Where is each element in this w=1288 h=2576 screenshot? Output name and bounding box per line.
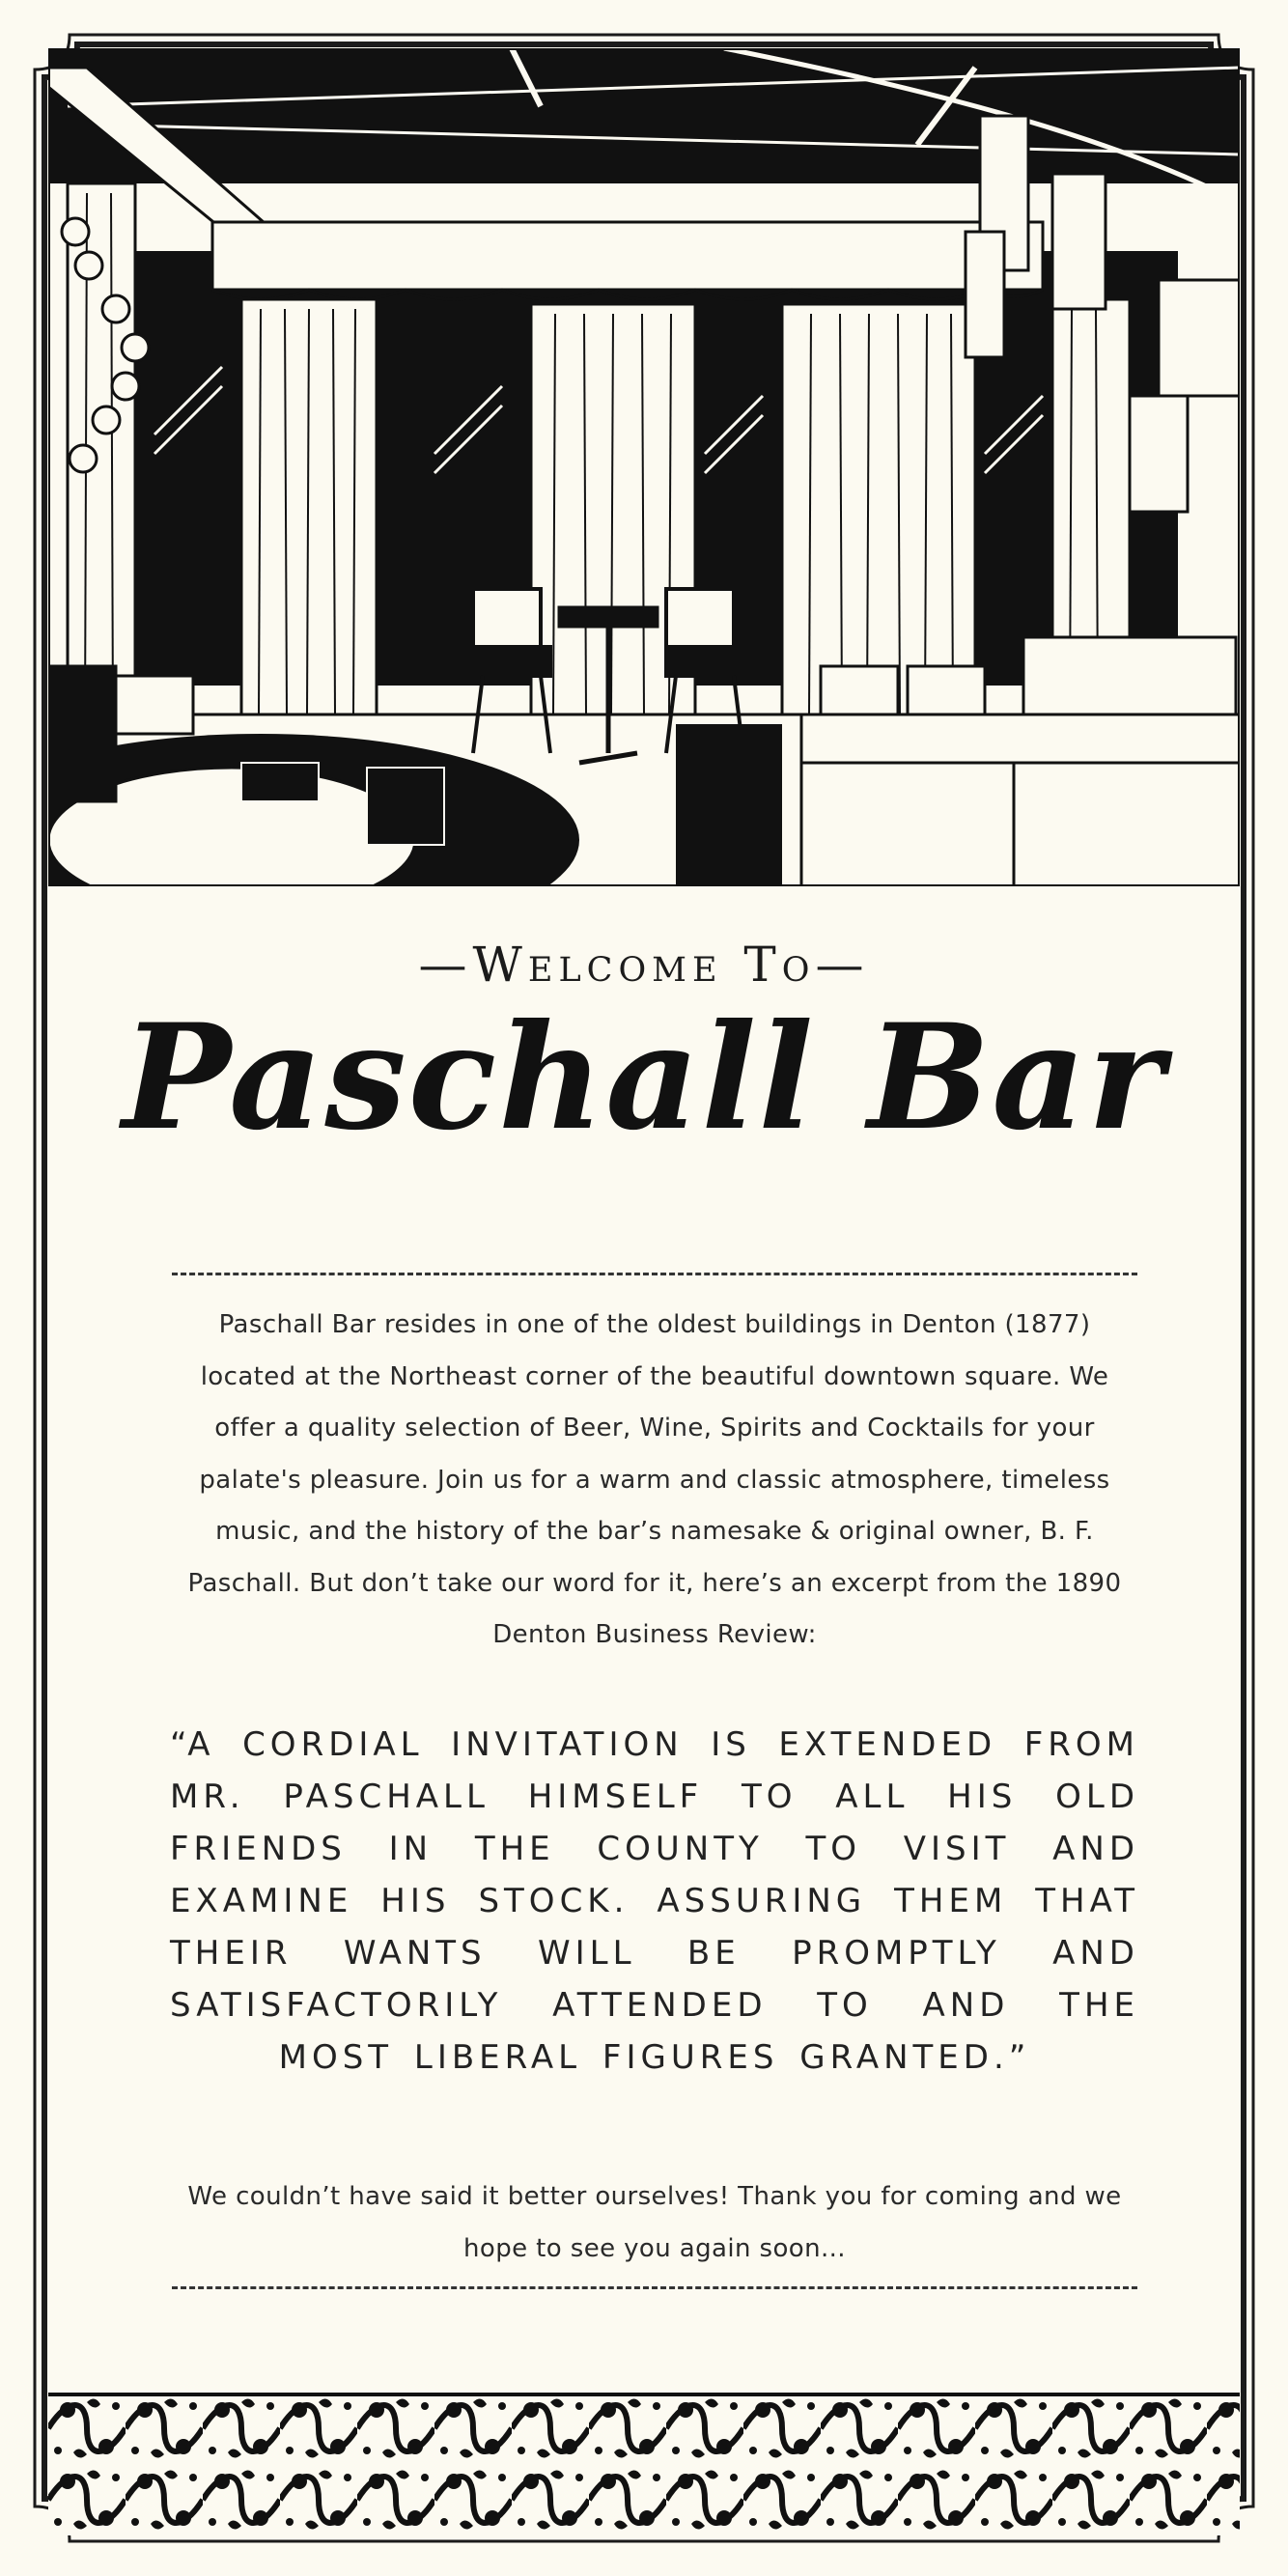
intro-paragraph: Paschall Bar resides in one of the oldest buildings in Denton (1877) located at the Northeast corner of the beautiful downtown square. We offer a quality selection of Beer, Wine, Spirits and Cocktails for your palate's pleasure. Join us for a warm and classic atmosphere, timeless music, and the history of the bar’s namesake & original owner, B. F. Paschall. But don’t take our word for it, here’s an excerpt from the 1890 Denton Business Review: — [187, 1310, 1122, 1649]
bar-interior-illustration — [48, 48, 1240, 886]
ornamental-footer-band — [48, 2393, 1240, 2535]
welcome-content — [46, 886, 1242, 2393]
bar-name-title: Paschall Bar — [122, 993, 1166, 1162]
closing-paragraph: We couldn’t have said it better ourselves! Thank you for coming and we hope to see you again soon... — [187, 2182, 1122, 2263]
historical-quote: “A CORDIAL INVITATION IS EXTENDED FROM MR. PASCHALL HIMSELF TO ALL HIS OLD FRIENDS IN THE COUNTY TO VISIT AND EXAMINE HIS STOCK. ASSURING THEM THAT THEIR WANTS WILL BE PROMPTLY AND SATISFACTORILY ATTENDED TO AND THE MOST LIBERAL FIGURES GRANTED.” — [170, 1725, 1139, 2077]
welcome-heading: —Welcome To— — [418, 937, 870, 993]
divider-bottom — [172, 2286, 1137, 2289]
divider-top — [172, 1273, 1137, 1275]
